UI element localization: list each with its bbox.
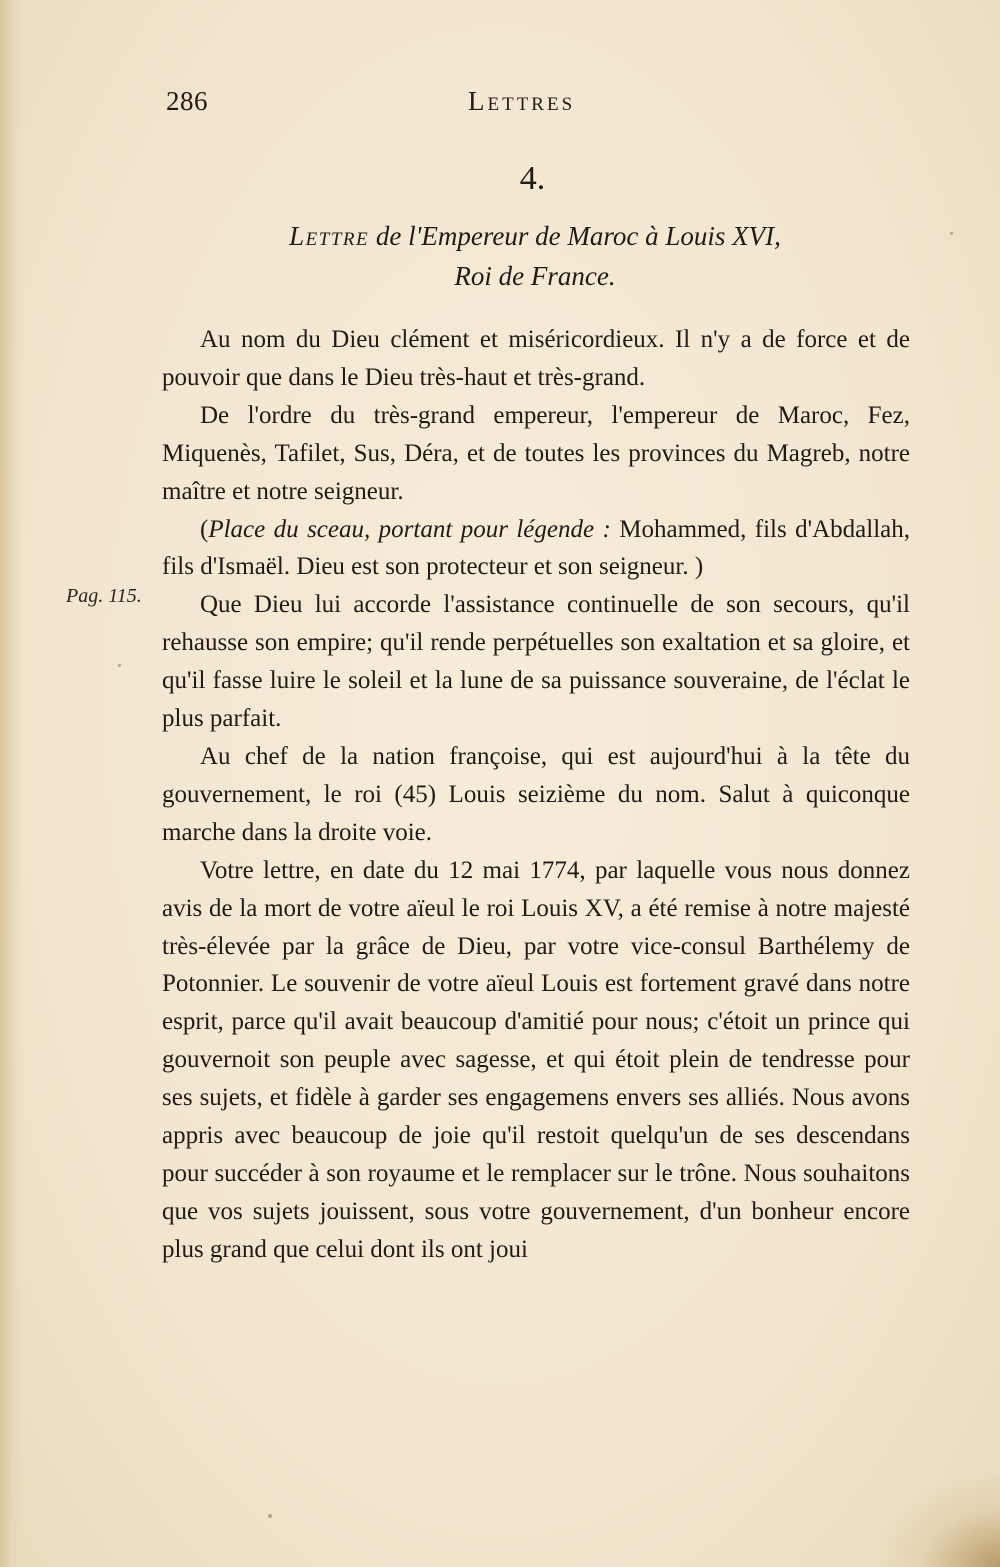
seal-legend: Mohammed, fils d'Abdallah, fils d'Ismaël. Dieu est son protecteur et son seigneur. ) (162, 515, 911, 581)
page-corner-stain (880, 1477, 1000, 1567)
letter-title (160, 216, 910, 296)
paragraph: De l'ordre du très-grand empereur, l'empereur de Maroc, Fez, Miquenès, Tafilet, Sus, Déra, et de toutes les provinces du Magreb, notre maître et notre seigneur. (162, 401, 910, 505)
letter-number: 4. (519, 160, 546, 197)
body-text (162, 321, 910, 1269)
paragraph (162, 511, 910, 587)
paper-speck (268, 1514, 272, 1518)
running-title: Lettres (468, 86, 576, 116)
paragraph: Au nom du Dieu clément et miséricordieux. Il n'y a de force et de pouvoir que dans le Dieu très-haut et très-grand. (162, 326, 910, 391)
running-head (160, 86, 910, 126)
letter-title-prefix: Lettre (289, 221, 370, 251)
seal-caption: Place du sceau, portant pour légende : (208, 515, 611, 543)
letter-title-line-2: Roi de France. (454, 261, 616, 291)
letter-title-line-1 (160, 216, 910, 256)
page-left-edge (0, 0, 22, 1567)
paragraph: Au chef de la nation françoise, qui est aujourd'hui à la tête du gouvernement, le roi (45) Louis seizième du nom. Salut à quiconque marche dans la droite voie. (162, 742, 910, 846)
paragraph: Que Dieu lui accorde l'assistance continuelle de son secours, qu'il rehausse son empire; qu'il rende perpétuelles son exaltation et sa gloire, et qu'il fasse luire le soleil et la lune de sa puissance souveraine, de l'éclat le plus parfait. (162, 591, 910, 733)
paragraph: Votre lettre, en date du 12 mai 1774, par laquelle vous nous donnez avis de la mort de votre aïeul le roi Louis XV, a été remise à notre majesté très-élevée par la grâce de Dieu, par votre vice-consul Barthélemy de Potonnier. Le souvenir de votre aïeul Louis est fortement gravé dans notre esprit, parce qu'il avait beaucoup d'amitié pour nous; c'étoit un prince qui gouvernoit son peuple avec sagesse, et qui étoit plein de tendresse pour ses sujets, et fidèle à garder ses engagemens envers ses alliés. Nous avons appris avec beaucoup de joie qu'il restoit quelqu'un de ses descendans pour succéder à son royaume et le remplacer sur le trône. Nous souhaitons que vos sujets jouissent, sous votre gouvernement, d'un bonheur encore plus grand que celui dont ils ont joui (162, 856, 910, 1263)
paper-speck (118, 664, 121, 667)
margin-note: Pag. 115. (66, 585, 142, 607)
paren-open: ( (200, 515, 209, 543)
page-number: 286 (166, 86, 208, 116)
paper-speck (950, 232, 953, 235)
letter-title-rest: de l'Empereur de Maroc à Louis XVI, (369, 221, 781, 251)
